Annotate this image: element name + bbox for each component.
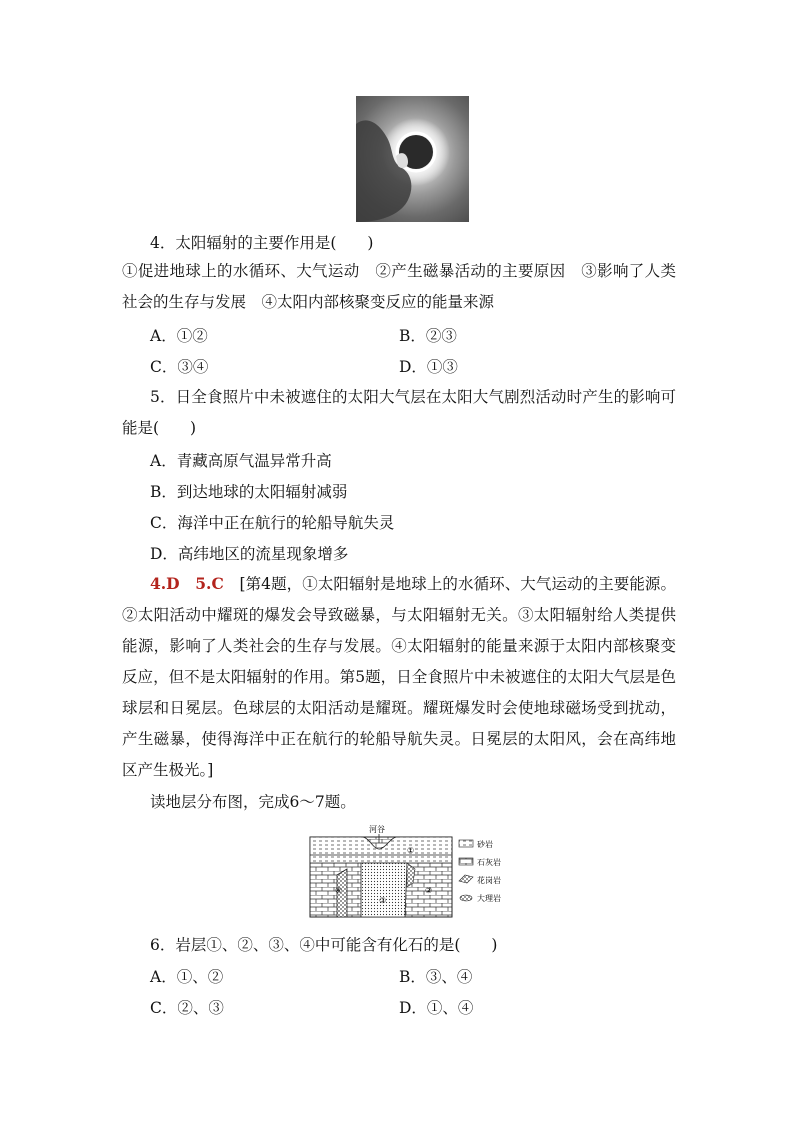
question-4-statements: ①促进地球上的水循环、大气运动 ②产生磁暴活动的主要原因 ③影响了人类社会的生存与发展 ④太阳内部核聚变反应的能量来源 — [122, 262, 676, 311]
answer-text: [第4题，①太阳辐射是地球上的水循环、大气运动的主要能源。②太阳活动中耀斑的爆发会导致磁暴，与太阳辐射无关。③太阳辐射给人类提供能源，影响了人类社会的生存与发展。④太阳辐射的能量来源于太阳内部核聚变反应，但不是太阳辐射的作用。第5题，日全食照片中未被遮住的太阳大气层是色球层和日冕层。色球层的太阳活动是耀斑。耀斑爆发时会使地球磁场受到扰动，产生磁暴，使得海洋中正在航行的轮船导航失灵。日冕层的太阳风，会在高纬地区产生极光。] — [122, 575, 676, 779]
question-6-option-b: B．③、④ — [399, 968, 473, 986]
question-6-option-a: A．①、② — [150, 968, 224, 986]
question-6-option-d: D．①、④ — [399, 999, 474, 1017]
question-4-option-b: B．②③ — [399, 327, 457, 345]
legend-marble: 大理岩 — [477, 894, 501, 903]
strata-diagram — [307, 823, 547, 918]
question-5-option-a: A．青藏高原气温异常升高 — [150, 452, 332, 470]
marker-1: ① — [407, 846, 415, 855]
valley-label: 河谷 — [369, 825, 385, 834]
question-5-stem: 5．日全食照片中未被遮住的太阳大气层在太阳大气剧烈活动时产生的影响可能是( ) — [122, 388, 676, 437]
answer-explanation — [122, 568, 676, 786]
legend-limestone: 石灰岩 — [477, 858, 501, 867]
question-5-option-d: D．高纬地区的流星现象增多 — [150, 545, 349, 563]
marker-4: ④ — [335, 886, 343, 895]
section-intro: 读地层分布图，完成6～7题。 — [150, 793, 356, 811]
question-4-option-c: C．③④ — [150, 358, 209, 376]
answer-key: 4.D 5.C — [150, 574, 224, 593]
question-4-option-a: A．①② — [150, 327, 208, 345]
marker-2: ② — [425, 886, 433, 895]
question-4-option-d: D．①③ — [399, 358, 458, 376]
legend-sandstone: 砂岩 — [477, 840, 493, 849]
marker-3: ③ — [379, 896, 387, 905]
question-5-option-c: C．海洋中正在航行的轮船导航失灵 — [150, 514, 395, 532]
legend-granite: 花岗岩 — [477, 876, 501, 885]
question-4-stem: 4．太阳辐射的主要作用是( ) — [150, 234, 374, 252]
question-6-stem: 6．岩层①、②、③、④中可能含有化石的是( ) — [150, 936, 498, 954]
question-5-option-b: B．到达地球的太阳辐射减弱 — [150, 483, 348, 501]
solar-eclipse-photo — [356, 96, 469, 222]
question-6-option-c: C．②、③ — [150, 999, 224, 1017]
